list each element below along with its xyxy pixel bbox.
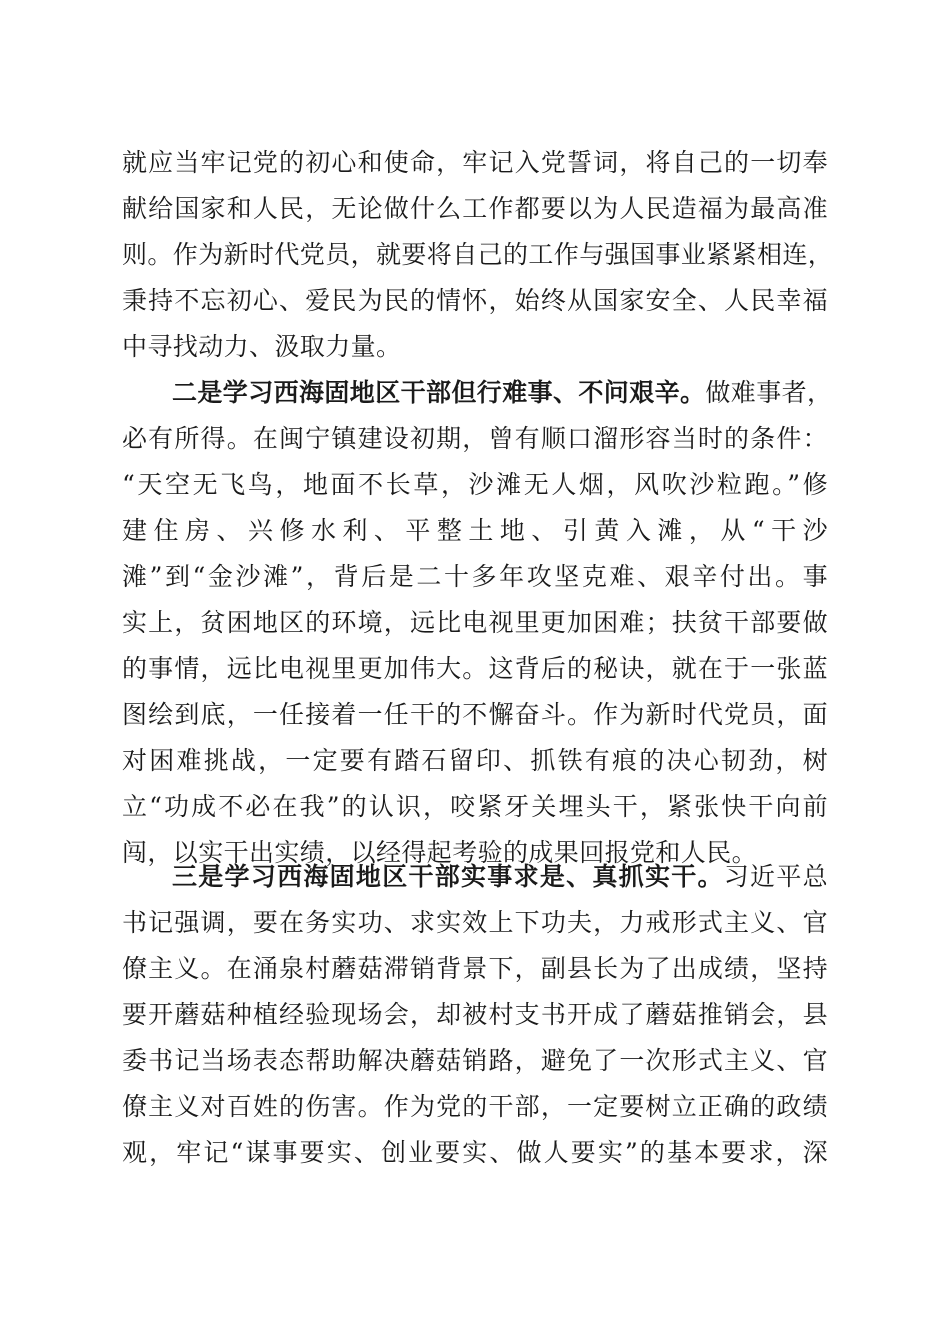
paragraph-lead-rest: 习近平总	[723, 862, 828, 891]
text-line: 书记强调，要在务实功、求实效上下功夫，力戒形式主义、官	[122, 908, 828, 937]
paragraph-lead: 三是学习西海固地区干部实事求是、真抓实干。	[172, 862, 724, 891]
text-line: 就应当牢记党的初心和使命，牢记入党誓词，将自己的一切奉	[122, 148, 828, 177]
text-line: 建住房、兴修水利、平整土地、引黄入滩，从“干沙	[122, 516, 828, 545]
text-line: 僚主义。在涌泉村蘑菇滞销背景下，副县长为了出成绩，坚持	[122, 954, 828, 983]
paragraph-lead: 二是学习西海固地区干部但行难事、不问艰辛。	[172, 378, 706, 407]
paragraph-3	[122, 854, 828, 1176]
text-line: 则。作为新时代党员，就要将自己的工作与强国事业紧紧相连，	[122, 240, 834, 269]
text-line: 要开蘑菇种植经验现场会，却被村支书开成了蘑菇推销会，县	[122, 1000, 828, 1029]
text-line: 滩”到“金沙滩”，背后是二十多年攻坚克难、艰辛付出。事	[122, 562, 828, 591]
paragraph-2	[122, 370, 833, 876]
text-line: 图绘到底，一任接着一任干的不懈奋斗。作为新时代党员，面	[122, 700, 828, 729]
text-line: 实上，贫困地区的环境，远比电视里更加困难；扶贫干部要做	[122, 608, 828, 637]
text-line: 观，牢记“谋事要实、创业要实、做人要实”的基本要求，深	[122, 1138, 828, 1167]
text-line	[122, 370, 833, 416]
text-line	[122, 854, 828, 900]
text-line: 委书记当场表态帮助解决蘑菇销路，避免了一次形式主义、官	[122, 1046, 828, 1075]
text-line: “天空无飞鸟，地面不长草，沙滩无人烟，风吹沙粒跑。”修	[122, 470, 828, 499]
text-line: 立“功成不必在我”的认识，咬紧牙关埋头干，紧张快干向前	[122, 792, 828, 821]
text-line: 秉持不忘初心、爱民为民的情怀，始终从国家安全、人民幸福	[122, 286, 828, 315]
text-line: 僚主义对百姓的伤害。作为党的干部，一定要树立正确的政绩	[122, 1092, 828, 1121]
paragraph-lead-rest: 做难事者，	[705, 378, 833, 407]
text-line: 闯，以实干出实绩，以经得起考验的成果回报党和人民。	[122, 838, 758, 867]
text-line: 的事情，远比电视里更加伟大。这背后的秘诀，就在于一张蓝	[122, 654, 828, 683]
paragraph-1	[122, 140, 834, 370]
text-line: 对困难挑战，一定要有踏石留印、抓铁有痕的决心韧劲，树	[122, 746, 828, 775]
text-line: 献给国家和人民，无论做什么工作都要以为人民造福为最高准	[122, 194, 828, 223]
text-line: 必有所得。在闽宁镇建设初期，曾有顺口溜形容当时的条件：	[122, 424, 828, 453]
text-line: 中寻找动力、汲取力量。	[122, 332, 402, 361]
